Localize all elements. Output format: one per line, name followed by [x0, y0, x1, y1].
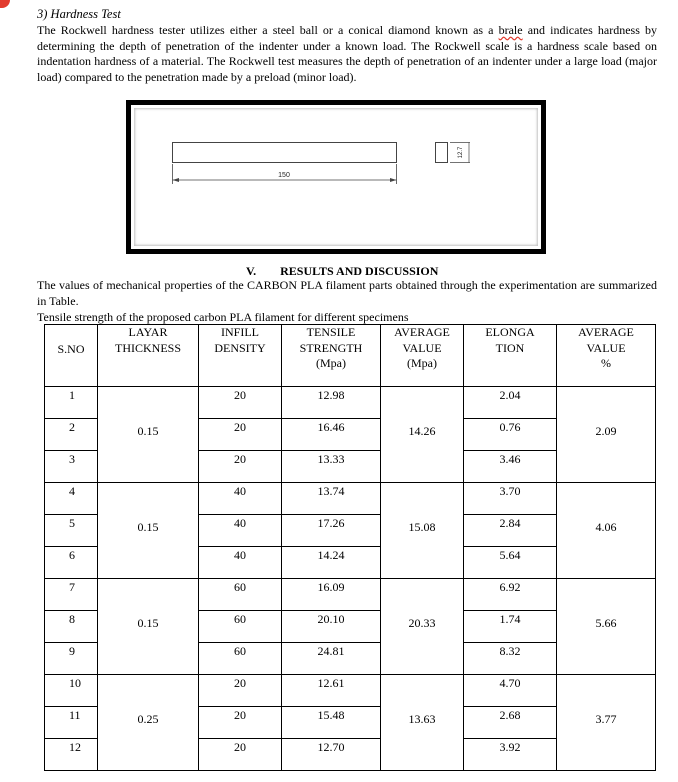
tensile-strength-cell: 14.24 — [282, 547, 381, 579]
header-layer-thickness — [98, 325, 199, 387]
sno-cell: 1 — [45, 387, 98, 419]
tensile-strength-cell: 16.46 — [282, 419, 381, 451]
specimen-end-view — [436, 143, 448, 163]
tensile-strength-cell: 12.61 — [282, 675, 381, 707]
sno-cell: 3 — [45, 451, 98, 483]
table-row — [45, 579, 656, 611]
table-row — [45, 483, 656, 515]
arrow-left-icon — [173, 178, 180, 182]
header-average-strength — [381, 325, 464, 387]
average-elongation-cell: 5.66 — [557, 579, 656, 675]
elongation-cell: 4.70 — [464, 675, 557, 707]
header-line: LAYAR — [128, 325, 168, 339]
specimen-figure — [126, 100, 546, 254]
header-average-elongation — [557, 325, 656, 387]
infill-density-cell: 20 — [199, 451, 282, 483]
elongation-cell: 2.04 — [464, 387, 557, 419]
arrow-right-icon — [390, 178, 397, 182]
header-line: THICKNESS — [114, 340, 181, 355]
sno-cell: 8 — [45, 611, 98, 643]
header-line: S.NO — [57, 341, 85, 356]
table-row — [45, 675, 656, 707]
layer-thickness-cell: 0.15 — [98, 483, 199, 579]
sno-cell: 6 — [45, 547, 98, 579]
average-strength-cell: 15.08 — [381, 483, 464, 579]
header-tensile-strength — [282, 325, 381, 387]
header-line: INFILL — [221, 325, 259, 339]
elongation-cell: 5.64 — [464, 547, 557, 579]
infill-density-cell: 40 — [199, 483, 282, 515]
header-line: (Mpa) — [407, 356, 437, 370]
elongation-cell: 2.84 — [464, 515, 557, 547]
infill-density-cell: 20 — [199, 387, 282, 419]
sno-cell: 12 — [45, 739, 98, 771]
table-row — [45, 387, 656, 419]
sno-cell: 9 — [45, 643, 98, 675]
tensile-strength-cell: 15.48 — [282, 707, 381, 739]
specimen-drawing — [126, 100, 546, 254]
elongation-cell: 2.68 — [464, 707, 557, 739]
header-line: TION — [495, 340, 525, 355]
tensile-strength-cell: 24.81 — [282, 643, 381, 675]
tensile-strength-cell: 12.98 — [282, 387, 381, 419]
elongation-cell: 3.70 — [464, 483, 557, 515]
tensile-strength-cell: 13.33 — [282, 451, 381, 483]
height-label: 12.7 — [458, 146, 464, 159]
header-infill-density — [199, 325, 282, 387]
header-line: AVERAGE — [394, 325, 450, 339]
average-elongation-cell: 3.77 — [557, 675, 656, 771]
sno-cell: 7 — [45, 579, 98, 611]
layer-thickness-cell: 0.15 — [98, 387, 199, 483]
infill-density-cell: 60 — [199, 611, 282, 643]
infill-density-cell: 20 — [199, 707, 282, 739]
header-line: (Mpa) — [316, 356, 346, 370]
table-header-row — [45, 325, 656, 387]
average-elongation-cell: 2.09 — [557, 387, 656, 483]
sno-cell: 11 — [45, 707, 98, 739]
sno-cell: 2 — [45, 419, 98, 451]
sno-cell: 4 — [45, 483, 98, 515]
sno-cell: 5 — [45, 515, 98, 547]
average-strength-cell: 14.26 — [381, 387, 464, 483]
section-title: RESULTS AND DISCUSSION — [280, 264, 439, 278]
infill-density-cell: 20 — [199, 675, 282, 707]
header-sno — [45, 325, 98, 387]
length-label: 150 — [278, 172, 290, 179]
elongation-cell: 8.32 — [464, 643, 557, 675]
layer-thickness-cell: 0.25 — [98, 675, 199, 771]
tensile-strength-cell: 20.10 — [282, 611, 381, 643]
infill-density-cell: 20 — [199, 419, 282, 451]
infill-density-cell: 40 — [199, 547, 282, 579]
hardness-text-part-2: and indicates hardness by determining the depth of penetration of the indenter under a known load. The Rockwell scale is a hardness scale based on indentation hardness of a material. The Rockwell test measures the depth of penetration of an indenter under a large load (major load) compared to the penetration made by a preload (minor load). — [37, 23, 657, 84]
average-elongation-cell: 4.06 — [557, 483, 656, 579]
elongation-cell: 3.46 — [464, 451, 557, 483]
header-line: AVERAGE — [578, 325, 634, 339]
section-number: V. — [246, 264, 257, 278]
hardness-test-heading: 3) Hardness Test — [37, 7, 121, 21]
infill-density-cell: 40 — [199, 515, 282, 547]
layer-thickness-cell: 0.15 — [98, 579, 199, 675]
average-strength-cell: 20.33 — [381, 579, 464, 675]
header-line: TENSILE — [306, 325, 356, 339]
tensile-strength-table — [44, 324, 656, 771]
header-line: VALUE — [402, 340, 442, 355]
table-body — [45, 387, 656, 771]
results-intro-paragraph: The values of mechanical properties of the CARBON PLA filament parts obtained through the experimentation are summarized in Table. — [37, 278, 657, 308]
infill-density-cell: 60 — [199, 579, 282, 611]
average-strength-cell: 13.63 — [381, 675, 464, 771]
tensile-strength-cell: 13.74 — [282, 483, 381, 515]
header-line: STRENGTH — [299, 340, 363, 355]
elongation-cell: 0.76 — [464, 419, 557, 451]
elongation-cell: 1.74 — [464, 611, 557, 643]
header-line: ELONGA — [485, 325, 535, 339]
sno-cell: 10 — [45, 675, 98, 707]
header-line: VALUE — [586, 340, 626, 355]
tensile-strength-cell: 16.09 — [282, 579, 381, 611]
hardness-test-paragraph — [37, 23, 657, 85]
corner-marker — [0, 0, 10, 8]
table-caption: Tensile strength of the proposed carbon PLA filament for different specimens — [37, 310, 409, 324]
hardness-text-part-1: The Rockwell hardness tester utilizes either a steel ball or a conical diamond known as a — [37, 23, 499, 37]
results-section-heading — [246, 264, 438, 279]
tensile-strength-cell: 17.26 — [282, 515, 381, 547]
spellcheck-flagged-word[interactable]: brale — [498, 23, 523, 37]
header-line: % — [601, 356, 611, 370]
specimen-side-view — [173, 143, 397, 163]
header-line: DENSITY — [214, 340, 266, 355]
elongation-cell: 3.92 — [464, 739, 557, 771]
tensile-strength-cell: 12.70 — [282, 739, 381, 771]
infill-density-cell: 60 — [199, 643, 282, 675]
header-elongation — [464, 325, 557, 387]
infill-density-cell: 20 — [199, 739, 282, 771]
elongation-cell: 6.92 — [464, 579, 557, 611]
